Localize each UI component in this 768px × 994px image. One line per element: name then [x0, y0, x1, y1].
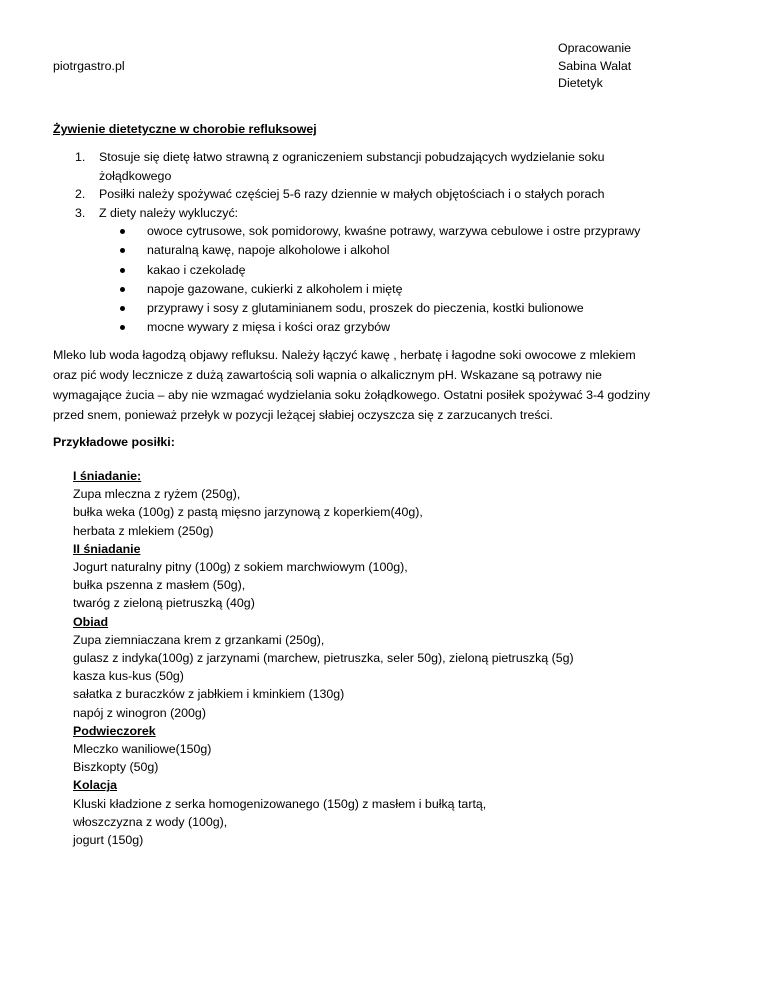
meal-item: gulasz z indyka(100g) z jarzynami (marchew, pietruszka, seler 50g), zieloną pietruszką (5g) [73, 651, 574, 666]
rule-text-line: Stosuje się dietę łatwo strawną z ograniczeniem substancji pobudzających wydzielanie soku [99, 150, 605, 164]
author-block [558, 40, 631, 93]
meal-item: sałatka z buraczków z jabłkiem i kminkiem (130g) [73, 687, 345, 702]
meal-item: Jogurt naturalny pitny (100g) z sokiem marchwiowym (100g), [73, 560, 408, 575]
meal-heading: Obiad [73, 614, 109, 629]
info-paragraph [53, 345, 693, 425]
bullet-icon [120, 325, 125, 330]
exclusions-list [99, 222, 703, 338]
exclusion-text: owoce cytrusowe, sok pomidorowy, kwaśne potrawy, warzywa cebulowe i ostre przyprawy [147, 224, 641, 238]
rule-item [75, 204, 703, 338]
paragraph-line: oraz pić wody lecznicze z dużą zawartością soli wapnia o alkalicznym pH. Wskazane są potrawy nie [53, 368, 602, 382]
exclusion-text: napoje gazowane, cukierki z alkoholem i miętę [147, 281, 403, 296]
meal-item: twaróg z zieloną pietruszką (40g) [73, 596, 255, 611]
rule-item [75, 185, 703, 204]
exclusion-item [147, 299, 703, 318]
meal-item: Zupa ziemniaczana krem z grzankami (250g), [73, 632, 325, 647]
exclusion-text: kakao i czekoladę [147, 262, 246, 277]
rule-text-line: Z diety należy wykluczyć: [99, 205, 239, 220]
rule-number: 3. [75, 205, 86, 220]
exclusion-item [147, 222, 703, 241]
meal-item: Zupa mleczna z ryżem (250g), [73, 487, 241, 502]
exclusion-text: mocne wywary z mięsa i kości oraz grzybów [147, 320, 391, 335]
rules-list [53, 148, 703, 338]
meal-plan [73, 467, 733, 849]
author-line: Opracowanie [558, 41, 632, 55]
paragraph-line: wymagające żucia – aby nie wzmagać wydzielania soku żołądkowego. Ostatni posiłek spożywać 3-4 godziny [53, 388, 651, 402]
exclusion-item [147, 241, 703, 260]
bullet-icon [120, 229, 125, 234]
rule-item [75, 148, 703, 185]
meal-item: herbata z mlekiem (250g) [73, 523, 214, 538]
meal-item: Mleczko waniliowe(150g) [73, 742, 212, 757]
meal-item: jogurt (150g) [73, 833, 144, 848]
site-name: piotrgastro.pl [53, 59, 125, 73]
paragraph-line: przed snem, ponieważ przełyk w pozycji leżącej słabiej oczyszcza się z zarzucanych treści. [53, 408, 553, 422]
exclusion-text: przyprawy i sosy z glutaminianem sodu, proszek do pieczenia, kostki bulionowe [147, 301, 584, 316]
meal-heading: I śniadanie: [73, 469, 142, 483]
meal-heading: II śniadanie [73, 541, 141, 556]
bullet-icon [120, 248, 125, 253]
exclusion-text: naturalną kawę, napoje alkoholowe i alkohol [147, 243, 390, 258]
rule-text-line: Posiłki należy spożywać częściej 5-6 razy dziennie w małych objętościach i o stałych porach [99, 187, 605, 201]
bullet-icon [120, 306, 125, 311]
exclusion-item [147, 318, 703, 337]
meal-item: bułka pszenna z masłem (50g), [73, 578, 246, 593]
rule-text-line: żołądkowego [99, 168, 172, 183]
bullet-icon [120, 268, 125, 273]
document-title: Żywienie dietetyczne w chorobie refluksowej [53, 122, 317, 136]
meal-item: kasza kus-kus (50g) [73, 669, 184, 684]
examples-heading: Przykładowe posiłki: [53, 435, 175, 449]
author-line: Dietetyk [558, 76, 603, 90]
rule-number: 1. [75, 150, 86, 164]
meal-heading: Podwieczorek [73, 723, 156, 738]
meal-heading: Kolacja [73, 778, 118, 793]
meal-item: włoszczyzna z wody (100g), [73, 814, 228, 829]
bullet-icon [120, 287, 125, 292]
exclusion-item [147, 261, 703, 280]
meal-item: Biszkopty (50g) [73, 760, 159, 775]
rule-number: 2. [75, 187, 86, 201]
exclusion-item [147, 280, 703, 299]
meal-item: Kluski kładzione z serka homogenizowanego (150g) z masłem i bułką tartą, [73, 796, 487, 811]
meal-item: bułka weka (100g) z pastą mięsno jarzynową z koperkiem(40g), [73, 505, 423, 520]
paragraph-line: Mleko lub woda łagodzą objawy refluksu. Należy łączyć kawę , herbatę i łagodne soki owocowe z mlekiem [53, 348, 636, 362]
author-line: Sabina Walat [558, 58, 632, 73]
meal-item: napój z winogron (200g) [73, 705, 206, 720]
